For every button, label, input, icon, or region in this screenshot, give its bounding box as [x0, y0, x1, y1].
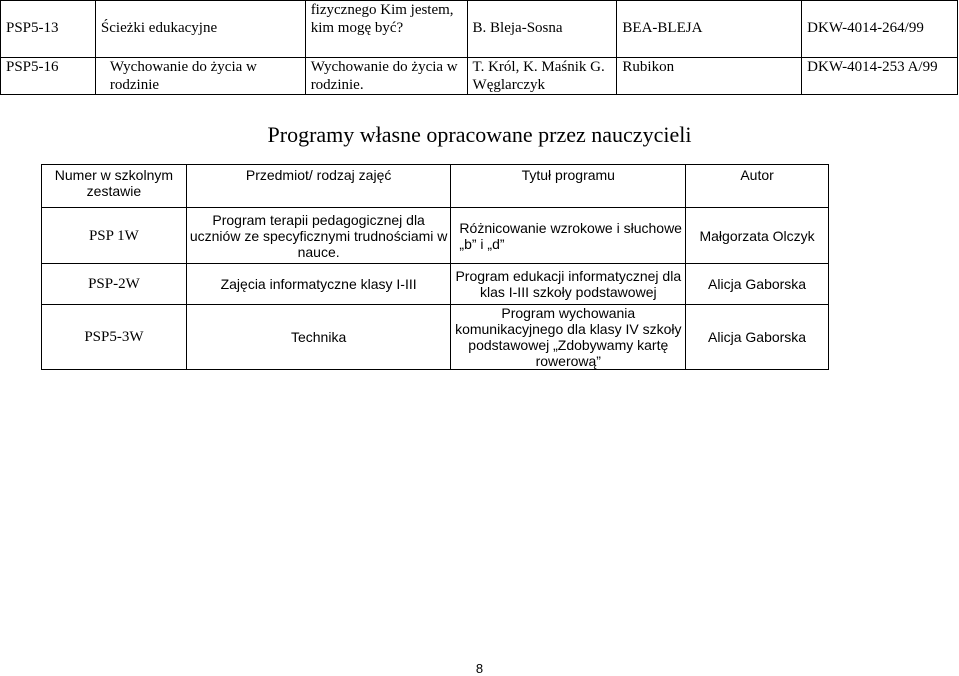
- approval-number: DKW-4014-253 A/99: [802, 58, 958, 95]
- subject: Technika: [186, 305, 451, 370]
- table-row: [42, 305, 829, 370]
- subject: Zajęcia informatyczne klasy I-III: [186, 264, 451, 305]
- column-header: Numer w szkolnym zestawie: [42, 165, 187, 208]
- column-header: Autor: [686, 165, 829, 208]
- table-row: [1, 58, 958, 95]
- column-header: Tytuł programu: [451, 165, 686, 208]
- publisher: BEA-BLEJA: [617, 1, 802, 58]
- textbook-table: [0, 0, 958, 95]
- program-title: Program edukacji informatycznej dla klas I-III szkoły podstawowej: [451, 264, 686, 305]
- program-title: Program wychowania komunikacyjnego dla klasy IV szkoły podstawowej „Zdobywamy kartę rowerową”: [451, 305, 686, 370]
- author: Alicja Gaborska: [686, 305, 829, 370]
- program-number: PSP5-3W: [42, 305, 187, 370]
- author: T. Król, K. Maśnik G. Węglarczyk: [467, 58, 617, 95]
- page-number: 8: [475, 661, 484, 676]
- subject: Wychowanie do życia w rodzinie: [95, 58, 305, 95]
- author: B. Bleja-Sosna: [467, 1, 617, 58]
- table-row: [42, 264, 829, 305]
- table-header-row: [42, 165, 829, 208]
- program-title: Wychowanie do życia w rodzinie.: [305, 58, 467, 95]
- author: Alicja Gaborska: [686, 264, 829, 305]
- own-programs-table: [41, 164, 829, 370]
- author: Małgorzata Olczyk: [686, 208, 829, 264]
- approval-number: DKW-4014-264/99: [802, 1, 958, 58]
- section-title: Programy własne opracowane przez nauczycieli: [267, 122, 692, 147]
- program-number: PSP-2W: [42, 264, 187, 305]
- program-number: PSP5-13: [1, 1, 96, 58]
- program-number: PSP5-16: [1, 58, 96, 95]
- publisher: Rubikon: [617, 58, 802, 95]
- subject: Program terapii pedagogicznej dla uczniów ze specyficznymi trudnościami w nauce.: [186, 208, 451, 264]
- program-title: Różnicowanie wzrokowe i słuchowe „b” i „d”: [451, 208, 686, 264]
- program-title: fizycznego Kim jestem, kim mogę być?: [305, 1, 467, 58]
- subject: Ścieżki edukacyjne: [95, 1, 305, 58]
- table-row: [1, 1, 958, 58]
- table-row: [42, 208, 829, 264]
- program-number: PSP 1W: [42, 208, 187, 264]
- column-header: Przedmiot/ rodzaj zajęć: [186, 165, 451, 208]
